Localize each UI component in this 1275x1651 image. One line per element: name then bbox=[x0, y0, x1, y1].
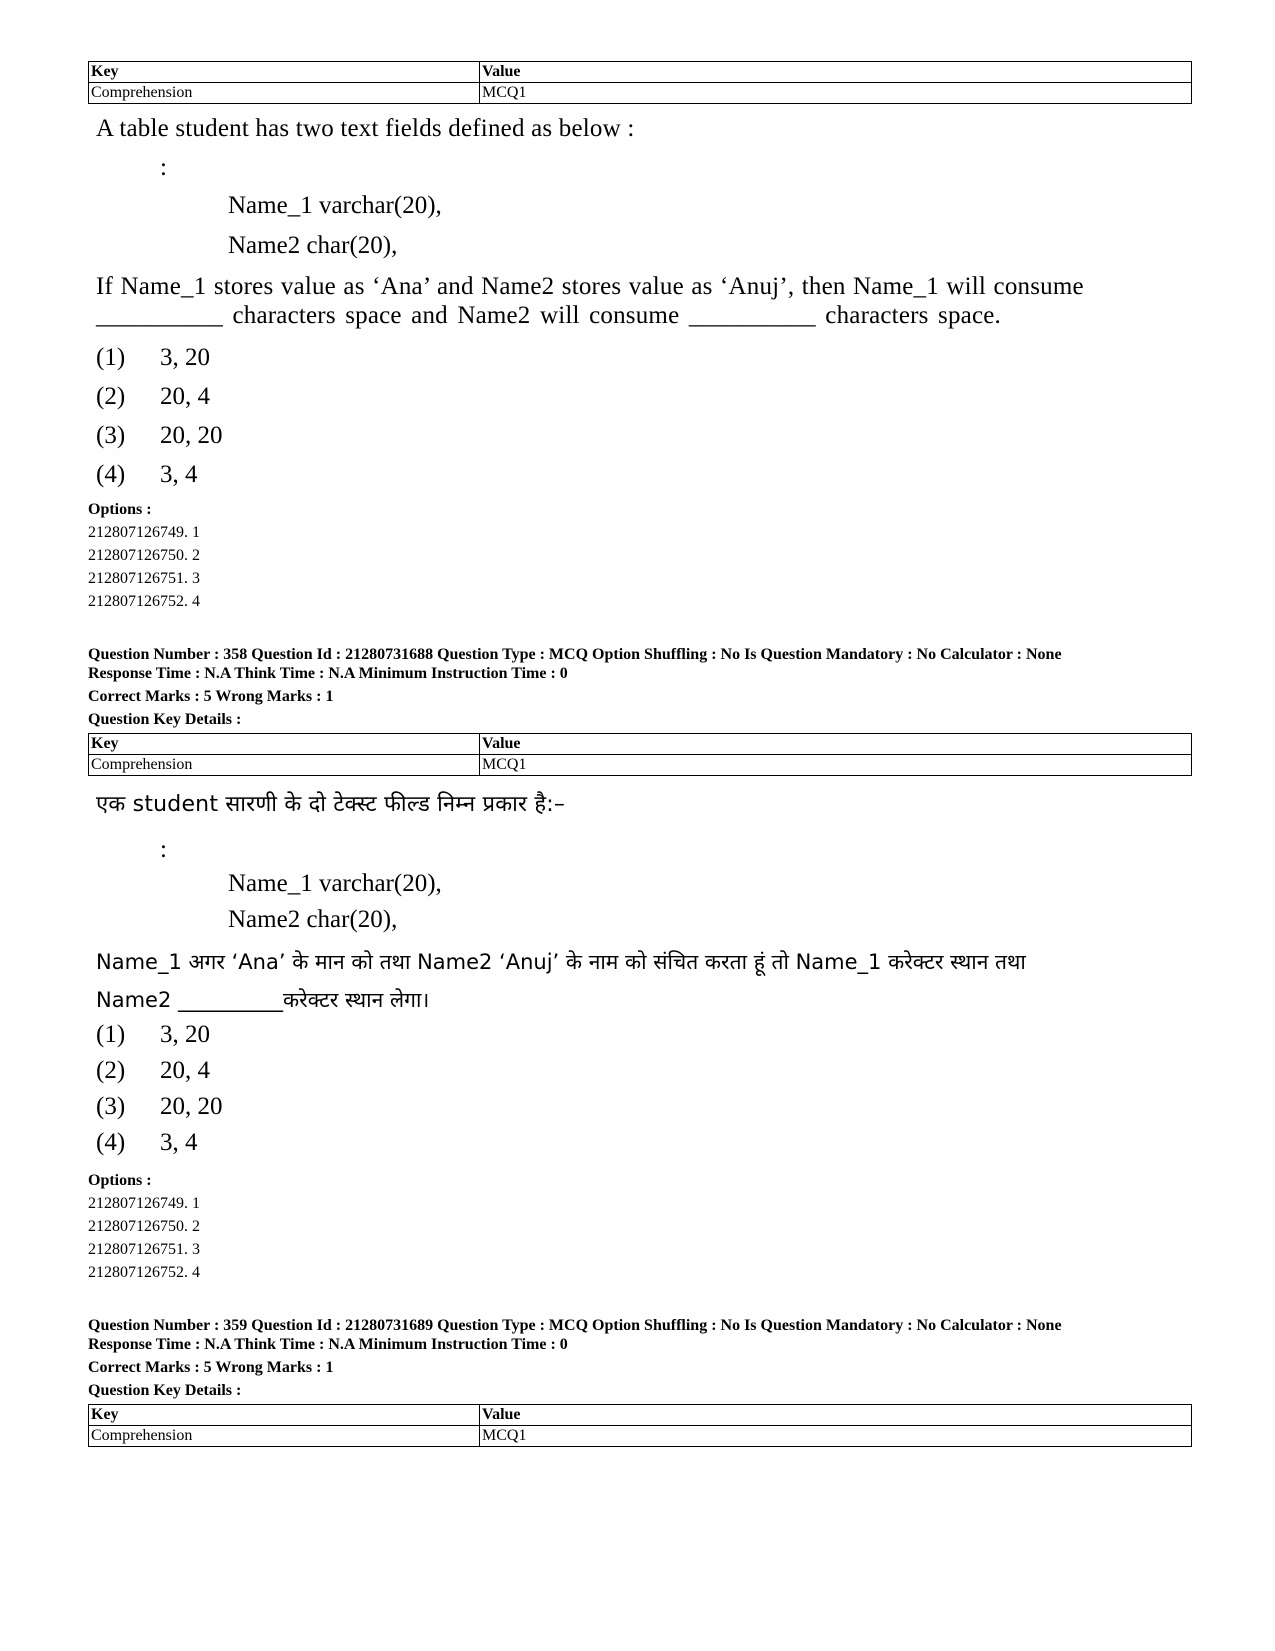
value-header: Value bbox=[480, 734, 1192, 755]
option-id-4: 212807126752. 4 bbox=[88, 1264, 200, 1281]
table-row bbox=[89, 1426, 1192, 1447]
key-details-table-1 bbox=[88, 61, 1192, 104]
table-header-row bbox=[89, 1405, 1192, 1426]
key-details-table-2 bbox=[88, 733, 1192, 776]
key-cell: Comprehension bbox=[89, 755, 480, 776]
choice-2: (2) 20, 4 bbox=[96, 1057, 210, 1084]
code-line-1: Name_1 varchar(20), bbox=[228, 870, 442, 897]
choice-3: (3) 20, 20 bbox=[96, 422, 223, 449]
value-cell: MCQ1 bbox=[480, 83, 1192, 104]
code-line-2: Name2 char(20), bbox=[228, 906, 398, 933]
table-row bbox=[89, 83, 1192, 104]
key-header: Key bbox=[89, 734, 480, 755]
value-cell: MCQ1 bbox=[480, 1426, 1192, 1447]
question-meta-line-1: Question Number : 359 Question Id : 21280731689 Question Type : MCQ Option Shuffling : No Is Question Mandatory : No Calculator : None bbox=[88, 1317, 1062, 1334]
choice-3: (3) 20, 20 bbox=[96, 1093, 223, 1120]
option-id-3: 212807126751. 3 bbox=[88, 570, 200, 587]
question-stem-line-1: If Name_1 stores value as ‘Ana’ and Name2 stores value as ‘Anuj’, then Name_1 will consume bbox=[96, 273, 1084, 300]
question-meta-359 bbox=[88, 1316, 1198, 1354]
value-cell: MCQ1 bbox=[480, 755, 1192, 776]
key-details-358: Question Key Details : bbox=[88, 711, 242, 728]
option-id-4: 212807126752. 4 bbox=[88, 593, 200, 610]
key-cell: Comprehension bbox=[89, 1426, 480, 1447]
key-details-359: Question Key Details : bbox=[88, 1382, 242, 1399]
question-intro-hindi: एक student सारणी के दो टेक्स्ट फील्ड निम्न प्रकार है:– bbox=[96, 792, 566, 817]
code-line-2: Name2 char(20), bbox=[228, 232, 398, 259]
colon-mark: : bbox=[160, 154, 167, 181]
option-id-1: 212807126749. 1 bbox=[88, 524, 200, 541]
choice-2: (2) 20, 4 bbox=[96, 383, 210, 410]
option-id-3: 212807126751. 3 bbox=[88, 1241, 200, 1258]
marks-358: Correct Marks : 5 Wrong Marks : 1 bbox=[88, 688, 334, 705]
table-header-row bbox=[89, 62, 1192, 83]
choice-1: (1) 3, 20 bbox=[96, 344, 210, 371]
option-id-2: 212807126750. 2 bbox=[88, 1218, 200, 1235]
question-stem-hindi-line-1: Name_1 अगर ‘Ana’ के मान को तथा Name2 ‘Anuj’ के नाम को संचित करता हूं तो Name_1 करेक्टर स्थान तथा bbox=[96, 950, 1026, 974]
question-meta-line-2: Response Time : N.A Think Time : N.A Minimum Instruction Time : 0 bbox=[88, 665, 568, 682]
question-meta-358 bbox=[88, 645, 1198, 683]
code-line-1: Name_1 varchar(20), bbox=[228, 192, 442, 219]
options-label: Options : bbox=[88, 501, 152, 518]
value-header: Value bbox=[480, 62, 1192, 83]
options-label: Options : bbox=[88, 1172, 152, 1189]
question-meta-line-1: Question Number : 358 Question Id : 21280731688 Question Type : MCQ Option Shuffling : No Is Question Mandatory : No Calculator : None bbox=[88, 646, 1062, 663]
question-stem-line-2: __________ characters space and Name2 will consume __________ characters space. bbox=[96, 302, 1001, 329]
choice-4: (4) 3, 4 bbox=[96, 1129, 198, 1156]
option-id-2: 212807126750. 2 bbox=[88, 547, 200, 564]
question-stem-hindi-line-2: Name2 __________करेक्टर स्थान लेगा। bbox=[96, 988, 430, 1012]
key-details-table-3 bbox=[88, 1404, 1192, 1447]
table-header-row bbox=[89, 734, 1192, 755]
choice-1: (1) 3, 20 bbox=[96, 1021, 210, 1048]
choice-4: (4) 3, 4 bbox=[96, 461, 198, 488]
option-id-1: 212807126749. 1 bbox=[88, 1195, 200, 1212]
colon-mark: : bbox=[160, 836, 167, 863]
marks-359: Correct Marks : 5 Wrong Marks : 1 bbox=[88, 1359, 334, 1376]
key-header: Key bbox=[89, 1405, 480, 1426]
key-cell: Comprehension bbox=[89, 83, 480, 104]
key-header: Key bbox=[89, 62, 480, 83]
question-intro: A table student has two text fields defined as below : bbox=[96, 115, 635, 142]
question-meta-line-2: Response Time : N.A Think Time : N.A Minimum Instruction Time : 0 bbox=[88, 1336, 568, 1353]
table-row bbox=[89, 755, 1192, 776]
value-header: Value bbox=[480, 1405, 1192, 1426]
